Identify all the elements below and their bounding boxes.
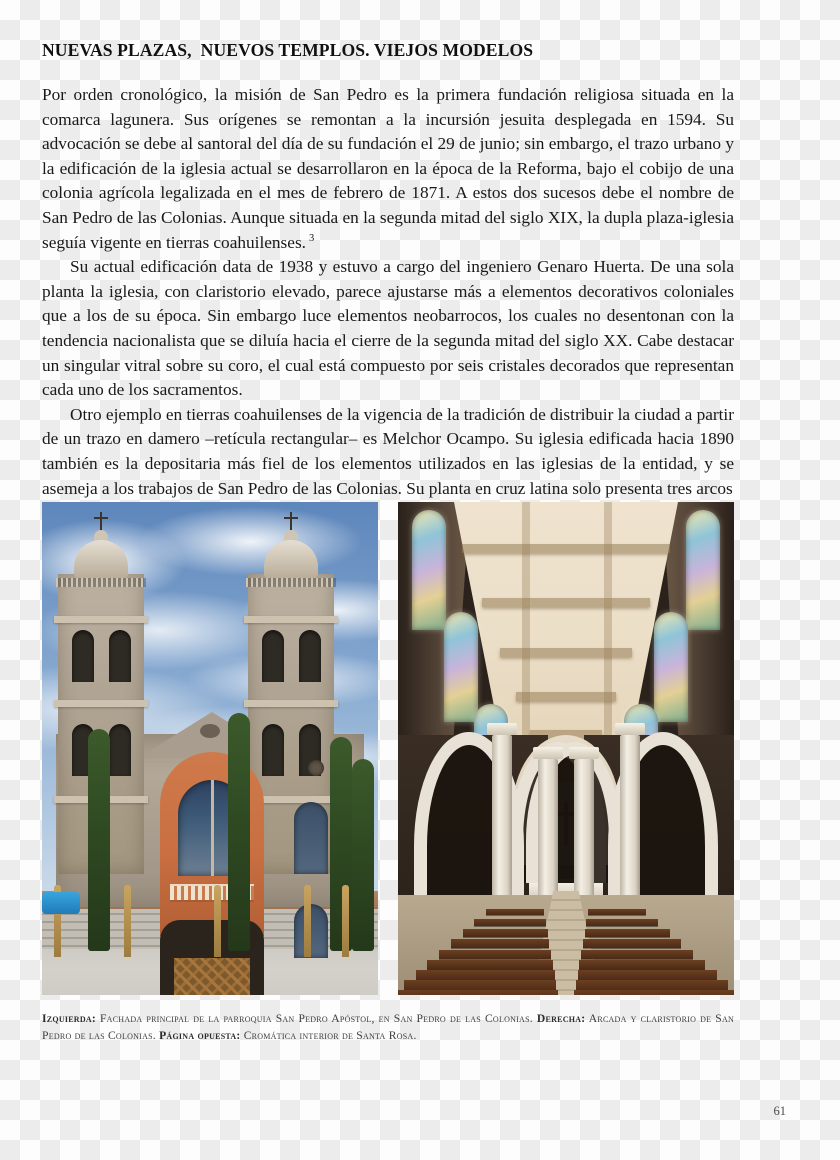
nave-side-window [294,904,328,958]
pew-row [486,909,544,915]
cypress-tree [228,713,250,951]
pew-row [427,960,553,970]
pew-row [585,929,670,937]
gable-oculus [200,724,220,738]
facade-round-window [308,760,324,776]
tower-cornice [244,616,338,623]
clerestory-stained-window [444,612,478,722]
plaza-bollard [342,885,349,957]
cypress-tree [88,729,110,951]
figure-caption [42,1010,734,1044]
wooden-gate [174,958,250,995]
tower-cornice [244,700,338,707]
pew-row [474,919,546,926]
bell-arch [109,724,131,776]
caption-label-right: Derecha: [536,1012,586,1025]
bell-arch [262,724,284,776]
clerestory-stained-window [412,510,446,630]
paragraph-1-text: Por orden cronológico, la misión de San Pedro es la primera fundación religiosa situada en la comarca lagunera. Sus orígenes se remontan a la incursión jesuita desplegada en 1594. Su advocación se debe al santoral del día de su fundación el 29 de junio; sin embargo, el trazo urbano y la edificación de la iglesia actual se desarrollaron en la época de la Reforma, bajo el cobijo de una colonia agrícola legalizada en el mes de febrero de 1871. A estos dos sucesos debe el nombre de San Pedro de las Colonias. Aunque situada en la segunda mitad del siglo XIX, la dupla plaza-iglesia seguía vigente en tierras coahuilenses. [42,85,734,252]
bell-arch [109,630,131,682]
pews-right [578,905,734,995]
pew-row [463,929,548,937]
caption-text-left: Fachada principal de la parroquia San Pedro Apóstol, en San Pedro de las Colonias. [96,1012,537,1025]
page-title: NUEVAS PLAZAS, NUEVOS TEMPLOS. VIEJOS MODELOS [42,40,534,60]
blue-canopy [42,892,80,914]
pew-row [579,960,705,970]
page-content [42,0,734,501]
bell-arch [299,630,321,682]
pew-row [586,919,658,926]
clerestory-stained-window [654,612,688,722]
footnote-marker: 3 [309,232,315,244]
figure-left-church-facade [42,502,378,995]
pew-row [451,939,550,948]
tower-balustrade [56,578,146,587]
pews-left [398,905,554,995]
caption-label-opposite-page: Página opuesta: [159,1029,241,1042]
nave-side-window [294,802,328,874]
plaza-bollard [124,885,131,957]
ceiling-beam [500,648,632,657]
paragraph-2: Su actual edificación data de 1938 y estuvo a cargo del ingeniero Genaro Huerta. De una sola planta la iglesia, con claristorio elevado, parece ajustarse más a elementos decorativos coloniales que a los de su época. Sin embargo luce elementos neobarrocos, los cuales no desentonan con la tendencia nacionalista que se diluía hacia el cierre de la segunda mitad del siglo XX. Cabe destacar un singular vitral sobre su coro, el cual está compuesto por seis cristales decorados que representan cada uno de los sacramentos. [42,257,734,400]
ceiling-beam [482,598,650,607]
figure-right-church-interior [398,502,734,995]
belfry-openings-upper [254,630,328,682]
plaza-bollard [214,885,221,957]
paragraph-1 [42,83,734,255]
tower-cornice [54,700,148,707]
pew-row [581,950,693,960]
ceiling-beam [462,544,670,553]
tower-balustrade [246,578,336,587]
body-text [42,83,734,501]
pew-row [583,939,682,948]
clerestory-stained-window [686,510,720,630]
pew-row [574,990,734,995]
cross-icon [100,512,102,532]
bell-arch [72,630,94,682]
column-capital [533,747,563,759]
tower-cornice [54,616,148,623]
bell-arch [262,630,284,682]
pew-row [588,909,646,915]
column-capital [615,723,645,735]
belfry-openings-upper [64,630,138,682]
column-capital [487,723,517,735]
plaza-bollard [304,885,311,957]
pew-row [398,990,558,995]
page-number: 61 [773,1104,786,1118]
figure-pair [42,502,734,995]
cypress-tree [352,759,374,951]
column-capital [569,747,599,759]
ceiling-beam [516,692,616,701]
caption-text-right: Arcada y claristorio de San Pedro de las Colonias. [42,1012,734,1042]
caption-label-left: Izquierda: [42,1012,96,1025]
cross-icon [290,512,292,532]
caption-text-opposite-page: Cromática interior de Santa Rosa. [240,1029,417,1042]
pew-row [439,950,551,960]
paragraph-3: Otro ejemplo en tierras coahuilenses de la vigencia de la tradición de distribuir la ciudad a partir de un trazo en damero –retícula rectangular– es Melchor Ocampo. Su iglesia edificada hacia 1890 también es la depositaria más fiel de los elementos utilizados en las iglesias de la entidad, y se asemeja a los trabajos de San Pedro de las Colonias. Su planta en cruz latina solo presenta tres arcos [42,404,734,498]
